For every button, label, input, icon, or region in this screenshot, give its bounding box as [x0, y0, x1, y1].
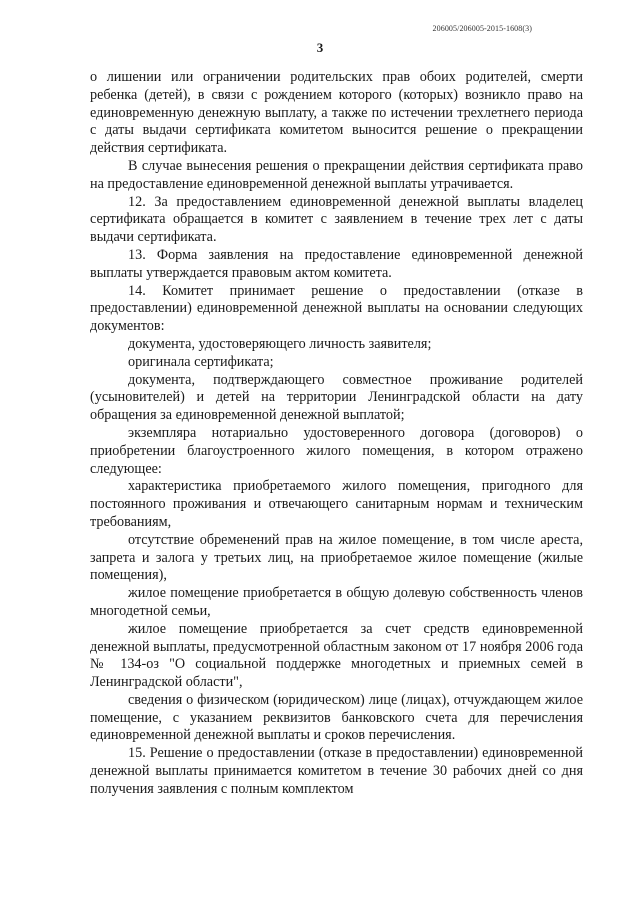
paragraph-item-13: 13. Форма заявления на предоставление единовременной денежной выплаты утверждается правовым актом комитета.	[90, 246, 583, 281]
paragraph-item-12: 12. За предоставлением единовременной денежной выплаты владелец сертификата обращается в комитет с заявлением в течение трех лет с даты выдачи сертификата.	[90, 193, 583, 246]
page-number: 3	[316, 40, 324, 55]
list-item: документа, подтверждающего совместное проживание родителей (усыновителей) и детей на территории Ленинградской области на дату обращения за единовременной денежной выплатой;	[90, 371, 583, 424]
document-id: 206005/206005-2015-1608(3)	[432, 24, 532, 33]
paragraph: о лишении или ограничении родительских прав обоих родителей, смерти ребенка (детей), в связи с рождением которого (которых) возникло право на единовременную денежную выплату, а также по истечении трехлетнего периода с даты выдачи сертификата комитетом выносится решение о прекращении действия сертификата.	[90, 69, 583, 157]
sub-list-item: жилое помещение приобретается в общую долевую собственность членов многодетной семьи,	[90, 585, 583, 619]
sub-list-item: характеристика приобретаемого жилого помещения, пригодного для постоянного проживания и отвечающего санитарным нормам и техническим требованиям,	[90, 478, 583, 530]
list-item: экземпляра нотариально удостоверенного договора (договоров) о приобретении благоустроенного жилого помещения, в котором отражено следующее:	[90, 424, 583, 477]
sub-list-item: отсутствие обременений прав на жилое помещение, в том числе ареста, запрета и залога у третьих лиц, на приобретаемое жилое помещение (жилые помещения),	[90, 531, 583, 584]
list-item: оригинала сертификата;	[128, 353, 274, 370]
paragraph: В случае вынесения решения о прекращении действия сертификата право на предоставление единовременной денежной выплаты утрачивается.	[90, 157, 583, 192]
paragraph-item-14: 14. Комитет принимает решение о предоставлении (отказе в предоставлении) единовременной денежной выплаты на основании следующих документов:	[90, 282, 583, 335]
document-body	[90, 69, 583, 799]
sub-list-item: сведения о физическом (юридическом) лице (лицах), отчуждающем жилое помещение, с указанием реквизитов банковского счета для перечисления единовременной денежной выплаты и сроков перечисления.	[90, 691, 583, 744]
list-item: документа, удостоверяющего личность заявителя;	[128, 335, 432, 352]
paragraph-item-15: 15. Решение о предоставлении (отказе в предоставлении) единовременной денежной выплаты принимается комитетом в течение 30 рабочих дней со дня получения заявления с полным комплектом	[90, 745, 583, 797]
sub-list-item: жилое помещение приобретается за счет средств единовременной денежной выплаты, предусмотренной областным законом от 17 ноября 2006 года № 134-оз "О социальной поддержке многодетных и приемных семей в Ленинградской области",	[90, 620, 583, 691]
